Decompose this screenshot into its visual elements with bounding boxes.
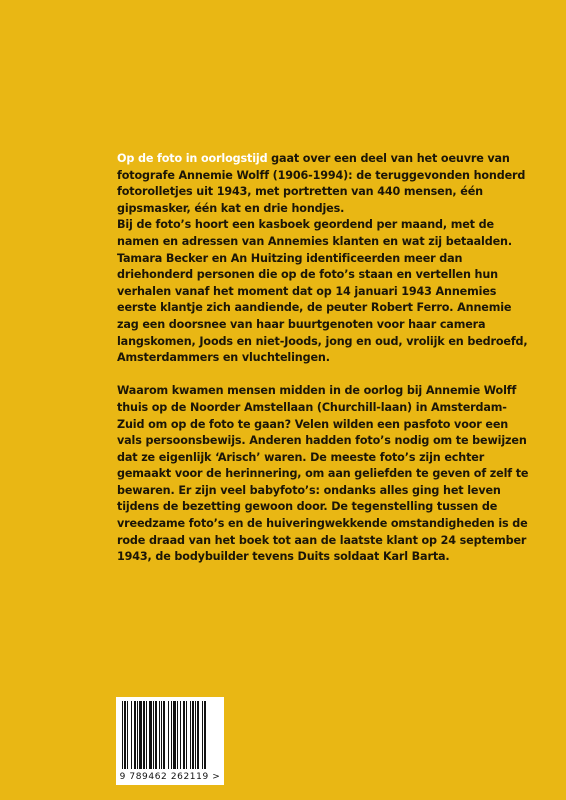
barcode-bar: [124, 701, 126, 769]
barcode-bar: [139, 701, 142, 769]
barcode-bar: [134, 701, 136, 769]
barcode-bar: [163, 701, 165, 769]
barcode-bar: [180, 701, 181, 769]
barcode-bars: [120, 701, 220, 769]
barcode-bar: [192, 701, 194, 769]
barcode-bar: [173, 701, 176, 769]
paragraph-intro: [117, 151, 533, 217]
barcode-bar: [183, 701, 185, 769]
barcode-bar: [197, 701, 199, 769]
barcode-bar: [149, 701, 152, 769]
barcode-bar: [155, 701, 157, 769]
back-cover-blurb: [117, 151, 533, 566]
barcode-bar: [202, 701, 203, 769]
barcode-bar: [190, 701, 191, 769]
barcode-bar: [171, 701, 172, 769]
barcode-bar: [177, 701, 178, 769]
barcode-bar: [159, 701, 160, 769]
barcode-bar: [186, 701, 187, 769]
book-title-highlight: Op de foto in oorlogstijd: [117, 152, 268, 165]
barcode-bar: [161, 701, 162, 769]
barcode-bar: [122, 701, 123, 769]
paragraph-kasboek: Bij de foto’s hoort een kasboek geordend per maand, met de namen en adressen van Annemies klanten en wat zij betaalden. Tamara Becker en An Huitzing identificeerden meer dan driehonderd personen die op de foto’s staan en vertellen hun verhalen vanaf het moment dat op 14 januari 1943 Annemies eerste klantje zich aandiende, de peuter Robert Ferro. Annemie zag een doorsnee van haar buurtgenoten voor haar camera langskomen, Joods en niet-Joods, jong en oud, vrolijk en bedroefd, Amsterdammers en vluchtelingen.: [117, 218, 528, 365]
barcode-bar: [195, 701, 196, 769]
paragraph-intro-text: gaat over een deel van het oeuvre van fotografe Annemie Wolff (1906-1994): de teruggevonden honderd fotorolletjes uit 1943, met portretten van 440 mensen, één gipsmasker, één kat en drie hondjes.: [117, 152, 526, 215]
barcode-bar: [204, 701, 206, 769]
paragraph-waarom: Waarom kwamen mensen midden in de oorlog bij Annemie Wolff thuis op de Noorder Amstellaan (Churchill-laan) in Amsterdam-Zuid om op de foto te gaan? Velen wilden een pasfoto voor een vals persoonsbewijs. Anderen hadden foto’s nodig om te bewijzen dat ze eigenlijk ‘Arisch’ waren. De meeste foto’s zijn echter gemaakt voor de herinnering, om aan geliefden te geven of zelf te bewaren. Er zijn veel babyfoto’s: ondanks alles ging het leven tijdens de bezetting gewoon door. De tegenstelling tussen de vreedzame foto’s en de huiveringwekkende omstandigheden is de rode draad van het boek tot aan de laatste klant op 24 september 1943, de bodybuilder tevens Duits soldaat Karl Barta.: [117, 384, 529, 564]
barcode-bar: [131, 701, 132, 769]
barcode-bar: [153, 701, 154, 769]
isbn-number: 9 789462 262119 >: [119, 772, 221, 782]
barcode-bar: [127, 701, 128, 769]
barcode-bar: [137, 701, 138, 769]
barcode-bar: [146, 701, 147, 769]
barcode-bar: [143, 701, 145, 769]
barcode-bar: [168, 701, 169, 769]
isbn-barcode: [116, 697, 224, 785]
